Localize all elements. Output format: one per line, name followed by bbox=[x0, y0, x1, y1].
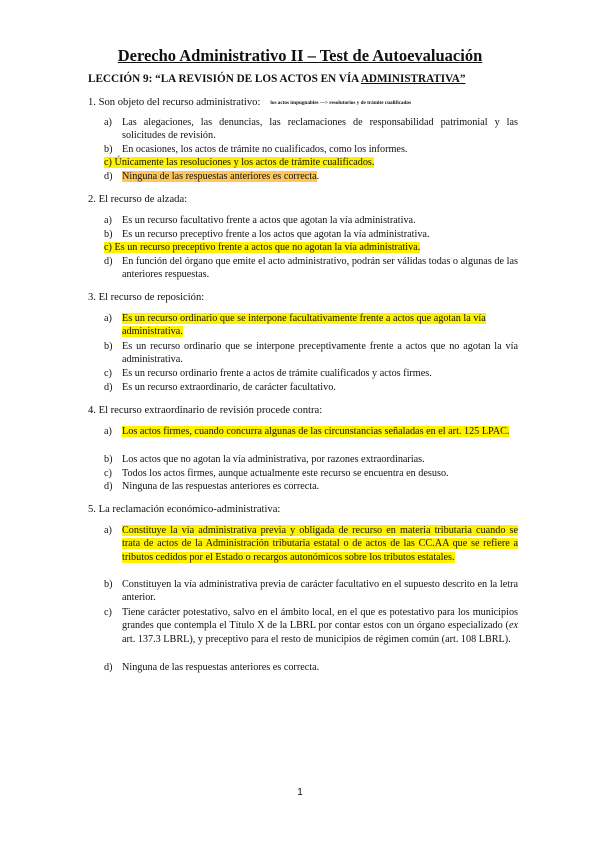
question-5-option-c bbox=[104, 606, 518, 646]
question-4-option-a bbox=[104, 425, 518, 438]
option-text-part: art. 137.3 LBRL), y preceptivo para el resto de municipios de régimen común (art. 108 LBRL). bbox=[122, 633, 511, 645]
option-text-highlight: Es un recurso ordinario que se interpone facultativamente frente a actos que agotan la vía administrativa. bbox=[122, 313, 486, 338]
question-4-option-b bbox=[104, 453, 518, 466]
option-text: Constituyen la vía administrativa previa de carácter facultativo en el supuesto descrito en la letra anterior. bbox=[122, 579, 518, 604]
question-3-option-d bbox=[104, 381, 518, 394]
option-text: Las alegaciones, las denuncias, las reclamaciones de responsabilidad patrimonial y las solicitudes de revisión. bbox=[122, 117, 518, 142]
option-letter: b) bbox=[104, 341, 113, 352]
question-2-option-b bbox=[104, 228, 518, 241]
question-2-text: 2. El recurso de alzada: bbox=[88, 194, 188, 205]
option-letter: c) bbox=[104, 157, 112, 168]
option-letter: b) bbox=[104, 454, 113, 465]
question-5-option-a bbox=[104, 524, 518, 564]
option-letter: d) bbox=[104, 662, 113, 673]
question-3-option-b bbox=[104, 340, 518, 367]
option-letter: d) bbox=[104, 256, 113, 267]
option-letter: c) bbox=[104, 468, 112, 479]
option-letter: b) bbox=[104, 144, 113, 155]
question-4-text: 4. El recurso extraordinario de revisión procede contra: bbox=[88, 405, 323, 416]
question-5-text: 5. La reclamación económico-administrativa: bbox=[88, 504, 281, 515]
option-text-highlight: Constituye la vía administrativa previa y obligada de recurso en materia tributaria cuando se trata de actos de la Administración tributaria estatal o de actos de las CC.AA que se refiere a tributos cedidos por el Estado o recargos autonómicos sobre los tributos estatales. bbox=[122, 525, 518, 563]
question-5 bbox=[88, 503, 280, 516]
option-letter: a) bbox=[104, 525, 112, 536]
option-text: Es un recurso facultativo frente a actos que agotan la vía administrativa. bbox=[122, 215, 416, 226]
question-3-text: 3. El recurso de reposición: bbox=[88, 292, 205, 303]
option-text: Es un recurso ordinario que se interpone preceptivamente frente a actos que no agotan la vía administrativa. bbox=[122, 341, 518, 366]
question-4 bbox=[88, 404, 322, 417]
page-number: 1 bbox=[297, 787, 303, 798]
question-3-option-a bbox=[104, 312, 518, 339]
option-text: Es un recurso preceptivo frente a actos que no agotan la vía administrativa. bbox=[114, 242, 421, 253]
document-title: Derecho Administrativo II – Test de Autoevaluación bbox=[117, 46, 483, 65]
question-1-note: los actos impugnables ---> resolutorios y de trámite cualificados bbox=[270, 100, 412, 106]
highlighted-answer bbox=[104, 157, 374, 168]
option-letter: d) bbox=[104, 382, 113, 393]
option-text: Es un recurso ordinario frente a actos de trámite cualificados y actos firmes. bbox=[122, 368, 432, 379]
option-letter: c) bbox=[104, 242, 112, 253]
question-1-option-d: d) Ninguna de las respuestas anteriores es correcta. bbox=[104, 171, 320, 182]
question-3-option-c bbox=[104, 367, 518, 380]
question-3 bbox=[88, 291, 204, 304]
question-2-option-d bbox=[104, 255, 518, 282]
option-text-highlight: Los actos firmes, cuando concurra algunas de las circunstancias señaladas en el art. 125 LPAC. bbox=[122, 426, 510, 437]
lesson-heading bbox=[88, 73, 465, 85]
option-letter: c) bbox=[104, 368, 112, 379]
option-letter: b) bbox=[104, 229, 113, 240]
question-1 bbox=[88, 96, 411, 110]
option-text: Los actos que no agotan la vía administrativa, por razones extraordinarias. bbox=[122, 454, 425, 465]
option-text: Únicamente las resoluciones y los actos de trámite cualificados. bbox=[114, 157, 375, 168]
option-letter: b) bbox=[104, 579, 113, 590]
question-5-option-d bbox=[104, 661, 518, 674]
option-text: En ocasiones, los actos de trámite no cualificados, como los informes. bbox=[122, 144, 408, 155]
question-2-option-c bbox=[104, 241, 518, 254]
option-letter: a) bbox=[104, 215, 112, 226]
option-letter: a) bbox=[104, 426, 112, 437]
option-text: Es un recurso preceptivo frente a los actos que agotan la vía administrativa. bbox=[122, 229, 430, 240]
option-text-highlight: Ninguna de las respuestas anteriores es correcta bbox=[122, 171, 317, 182]
question-5-option-b bbox=[104, 578, 518, 605]
lesson-heading-underlined: ADMINISTRATIVA” bbox=[360, 73, 466, 85]
question-2-option-a bbox=[104, 214, 518, 227]
option-text-italic: ex bbox=[508, 620, 518, 632]
question-1-text: 1. Son objeto del recurso administrativo: bbox=[88, 97, 261, 108]
option-text: Todos los actos firmes, aunque actualmente este recurso se encuentra en desuso. bbox=[122, 468, 449, 479]
option-letter: a) bbox=[104, 117, 112, 128]
lesson-heading-prefix: LECCIÓN 9: “LA REVISIÓN DE LOS ACTOS EN VÍA bbox=[88, 73, 361, 85]
question-1-option-b bbox=[104, 143, 518, 156]
option-letter: c) bbox=[104, 607, 112, 618]
option-text: Es un recurso extraordinario, de carácter facultativo. bbox=[122, 382, 336, 393]
question-2 bbox=[88, 193, 187, 206]
option-letter: a) bbox=[104, 313, 112, 324]
question-1-option-c bbox=[104, 156, 518, 169]
option-text: Ninguna de las respuestas anteriores es correcta. bbox=[122, 662, 320, 673]
option-text: En función del órgano que emite el acto administrativo, podrán ser válidas todas o algunas de las anteriores respuestas. bbox=[122, 256, 518, 281]
option-text: Ninguna de las respuestas anteriores es correcta. bbox=[122, 481, 320, 492]
option-letter: d) bbox=[104, 481, 113, 492]
highlighted-answer bbox=[104, 242, 420, 253]
question-4-option-d bbox=[104, 480, 518, 493]
option-letter: d) bbox=[104, 171, 113, 182]
question-4-option-c bbox=[104, 467, 518, 480]
question-1-option-a bbox=[104, 116, 518, 143]
option-text-part: Tiene carácter potestativo, salvo en el ámbito local, en el que es potestativo para los municipios grandes que contempla el Título X de la LBRL por contar estos con un órgano especializado ( bbox=[122, 607, 518, 632]
